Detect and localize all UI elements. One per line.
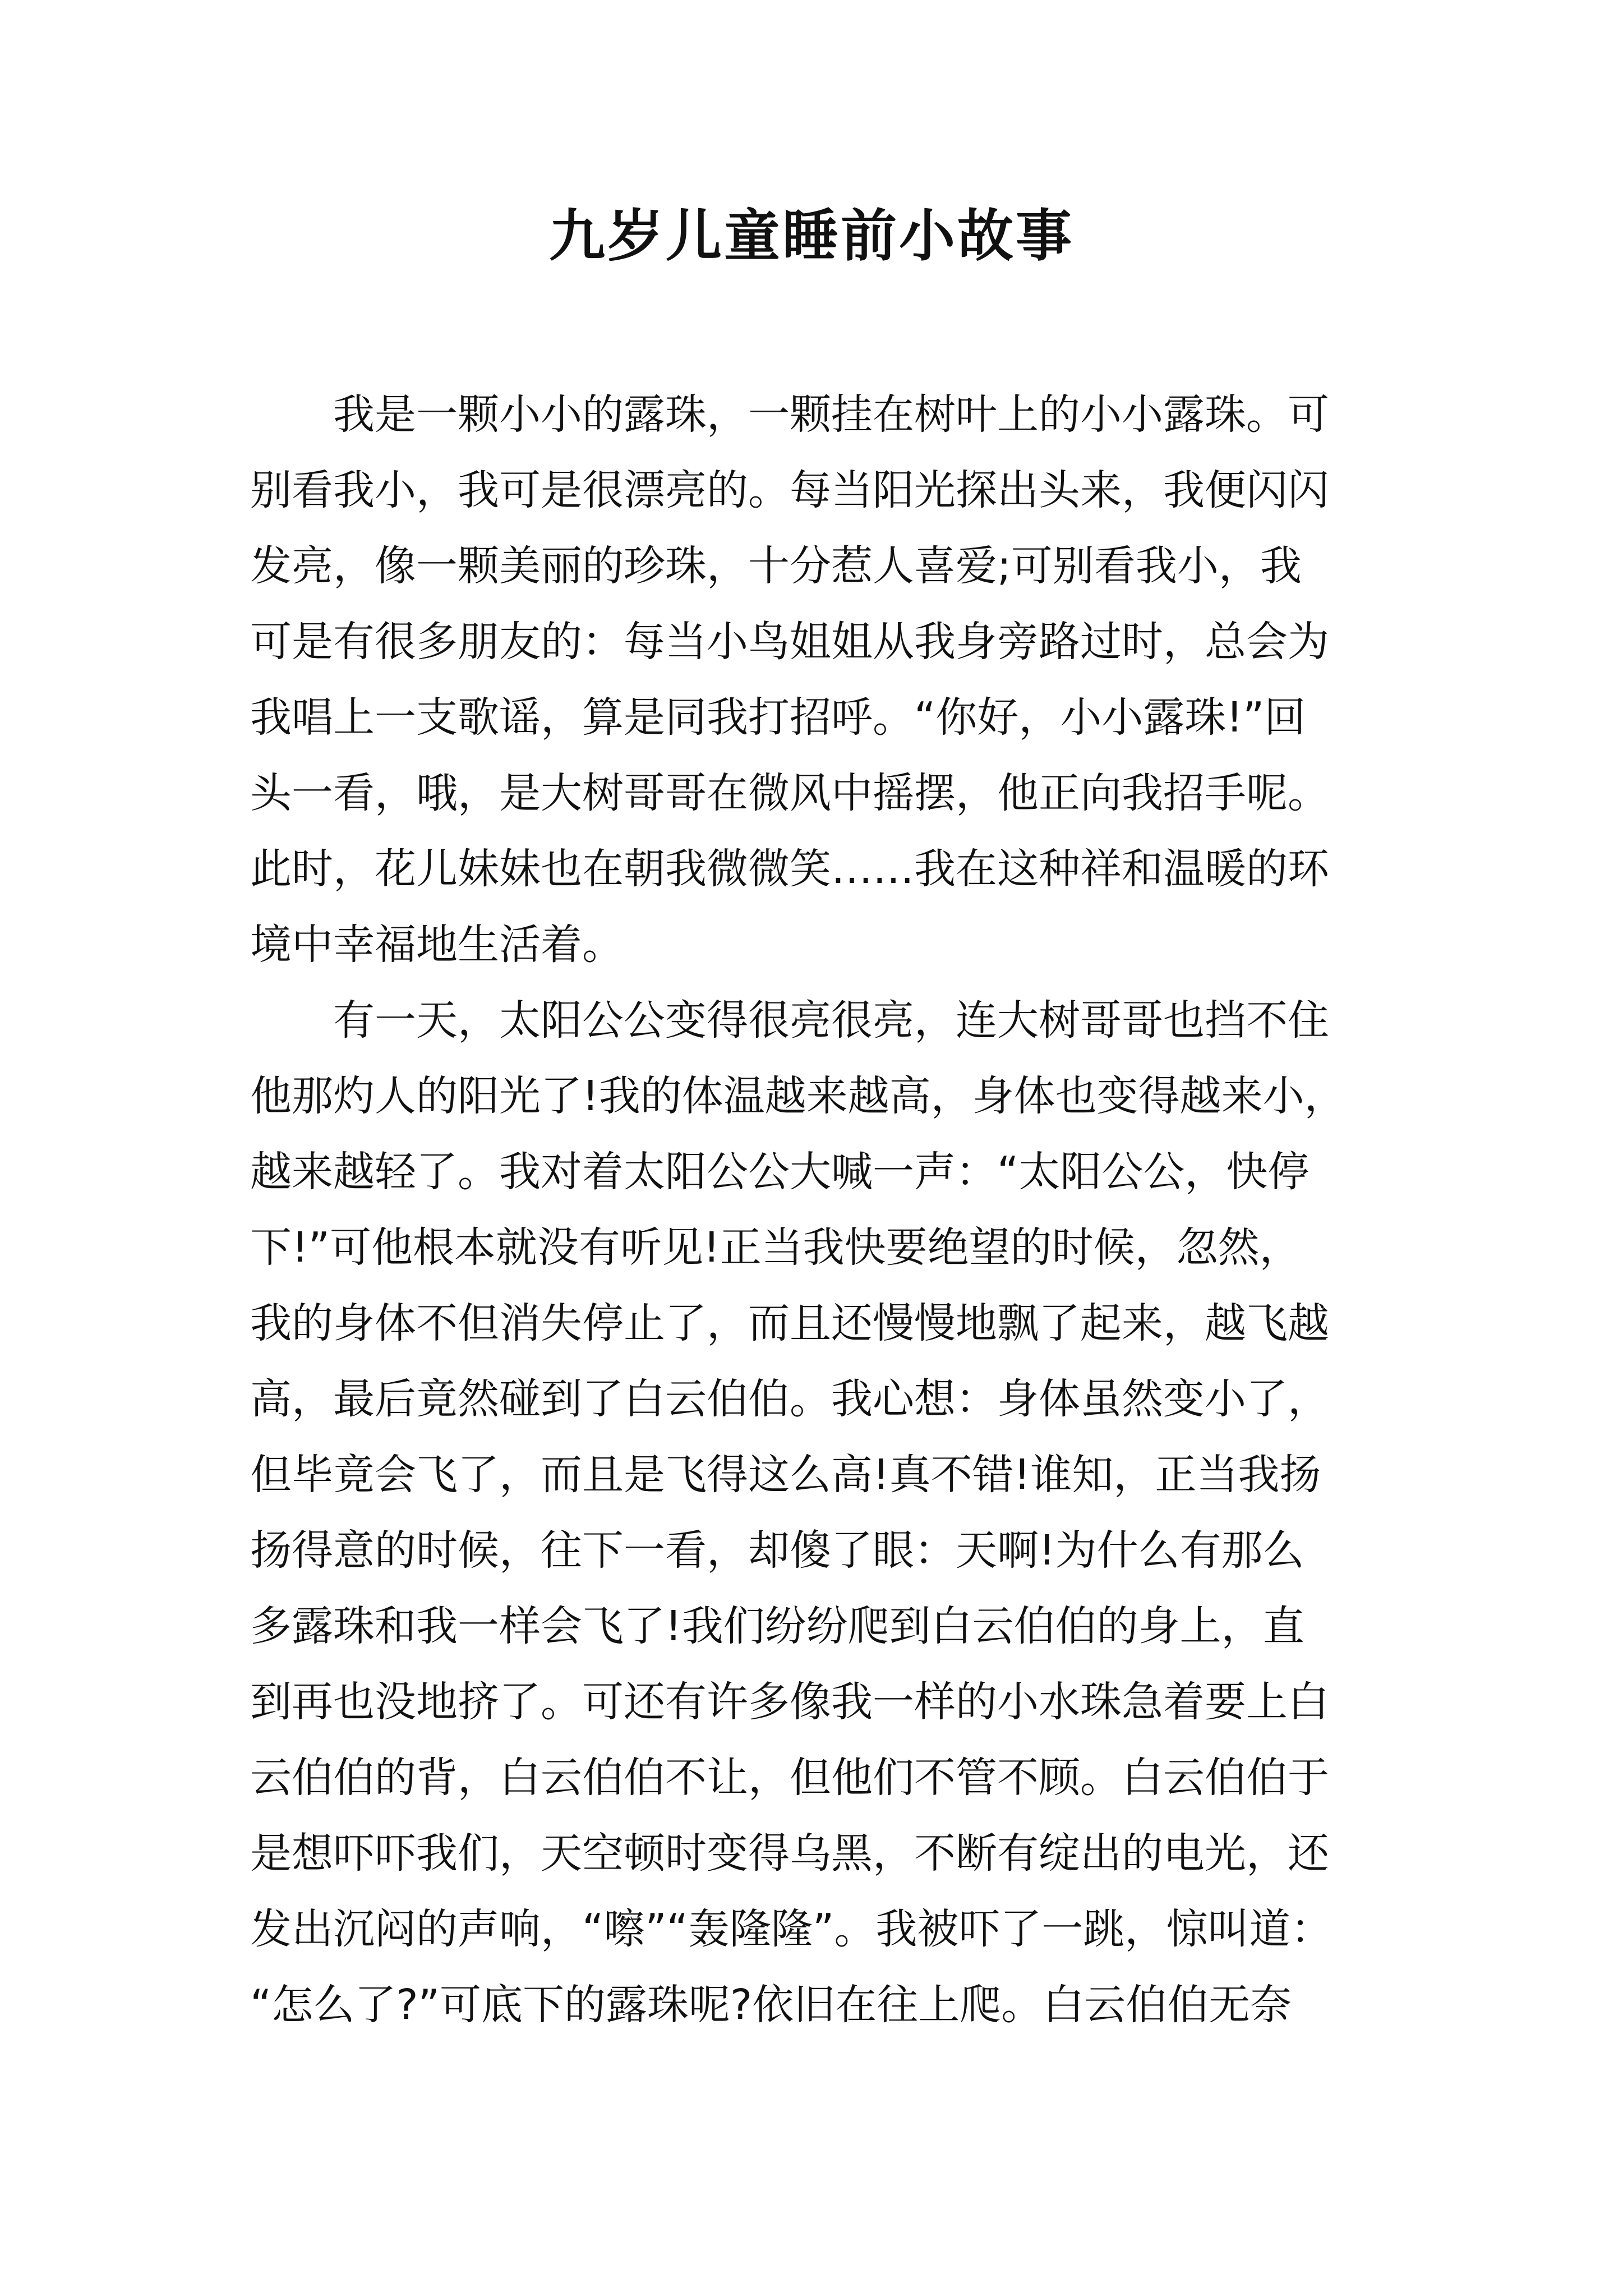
paragraph-first-line: 有一天，太阳公公变得很亮很亮，连大树哥哥也挡不住 — [333, 996, 1329, 1045]
text-line: 高，最后竟然碰到了白云伯伯。我心想：身体虽然变小了， — [250, 1375, 1329, 1423]
story-body — [250, 377, 1391, 2043]
text-line: 此时，花儿妹妹也在朝我微微笑……我在这种祥和温暖的环 — [250, 845, 1329, 893]
text-line: 到再也没地挤了。可还有许多像我一样的小水珠急着要上白 — [250, 1678, 1329, 1726]
document-title: 九岁儿童睡前小故事 — [549, 203, 1074, 269]
text-line: 越来越轻了。我对着太阳公公大喊一声：“太阳公公，快停 — [250, 1148, 1310, 1196]
text-line: 可是有很多朋友的：每当小鸟姐姐从我身旁路过时，总会为 — [250, 618, 1329, 666]
text-line: 扬得意的时候，往下一看，却傻了眼：天啊!为什么有那么 — [250, 1526, 1304, 1575]
text-line: 云伯伯的背，白云伯伯不让，但他们不管不顾。白云伯伯于 — [250, 1754, 1329, 1802]
paragraph-first-line: 我是一颗小小的露珠，一颗挂在树叶上的小小露珠。可 — [333, 390, 1329, 439]
text-line: “怎么了?”可底下的露珠呢?依旧在往上爬。白云伯伯无奈 — [250, 1981, 1292, 2029]
text-line: 发亮，像一颗美丽的珍珠，十分惹人喜爱;可别看我小，我 — [250, 542, 1302, 590]
text-line: 境中幸福地生活着。 — [250, 921, 624, 969]
text-line: 我唱上一支歌谣，算是同我打招呼。“你好，小小露珠!”回 — [250, 693, 1306, 742]
text-line: 但毕竟会飞了，而且是飞得这么高!真不错!谁知，正当我扬 — [250, 1451, 1321, 1499]
text-line: 发出沉闷的声响，“嚓”“轰隆隆”。我被吓了一跳，惊叫道： — [250, 1905, 1332, 1953]
text-line: 别看我小，我可是很漂亮的。每当阳光探出头来，我便闪闪 — [250, 466, 1329, 514]
text-line: 下!”可他根本就没有听见!正当我快要绝望的时候，忽然， — [250, 1223, 1301, 1272]
text-line: 是想吓吓我们，天空顿时变得乌黑，不断有绽出的电光，还 — [250, 1829, 1329, 1878]
text-line: 我的身体不但消失停止了，而且还慢慢地飘了起来，越飞越 — [250, 1299, 1329, 1347]
text-line: 多露珠和我一样会飞了!我们纷纷爬到白云伯伯的身上，直 — [250, 1602, 1304, 1650]
text-line: 头一看，哦，是大树哥哥在微风中摇摆，他正向我招手呢。 — [250, 769, 1329, 817]
text-line: 他那灼人的阳光了!我的体温越来越高，身体也变得越来小， — [250, 1072, 1346, 1120]
